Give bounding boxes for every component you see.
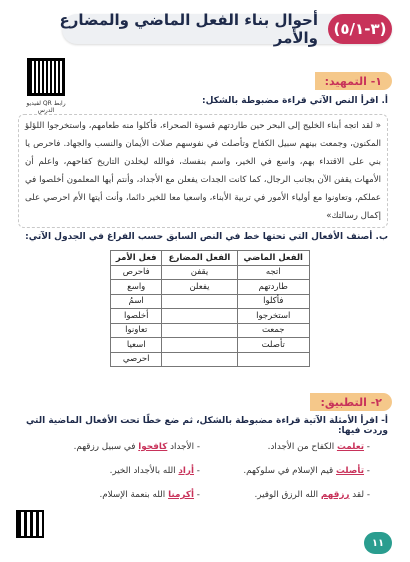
table-row [111, 338, 310, 353]
table-cell [162, 352, 237, 367]
lesson-title-bar [18, 11, 392, 47]
table-cell [162, 294, 237, 309]
table-row [111, 280, 310, 295]
table-cell: اسعيا [111, 338, 162, 353]
table-row [111, 352, 310, 367]
lesson-title: أحوال بناء الفعل الماضي والمضارع والأمر [59, 11, 318, 47]
table-cell: جمعت [237, 323, 310, 338]
table-header: فعل الأمر [111, 251, 162, 266]
practice-question-a: أ- اقرأ الأمثلة الآتية قراءة مضبوطة بالشكل، ثم ضع خطًا تحت الأفعال الماضية التي وردت فيها: [25, 416, 388, 436]
example-item: - تعلمت الكفاح من الأجداد. [267, 442, 370, 452]
table-row [111, 294, 310, 309]
example-item: - أراد الله بالأجداد الخير. [109, 466, 200, 476]
table-cell: طاردتهم [237, 280, 310, 295]
example-item: - تأصلت قيم الإسلام في سلوكهم. [243, 466, 370, 476]
table-cell [237, 352, 310, 367]
table-row [111, 265, 310, 280]
table-cell: احرصي [111, 352, 162, 367]
table-cell: فاحرص [111, 265, 162, 280]
table-cell [162, 338, 237, 353]
table-cell: استخرجوا [237, 309, 310, 324]
qr-label: رابط QR لفيديو الدرس [26, 100, 66, 114]
table-row [111, 309, 310, 324]
table-cell: يقفن [162, 265, 237, 280]
table-cell: اتجه [237, 265, 310, 280]
table-cell: تعاونوا [111, 323, 162, 338]
table-cell: أخلصوا [111, 309, 162, 324]
page-number: ١١ [364, 532, 392, 554]
practice-heading: ٢- التطبيق: [310, 393, 392, 411]
table-header: الفعل الماضي [237, 251, 310, 266]
intro-question-b: ب. أصنف الأفعال التي تحتها خط في النص السابق حسب الفراغ في الجدول الآتي: [25, 232, 388, 242]
table-cell [162, 323, 237, 338]
lesson-number: (٣-٥/١) [328, 14, 392, 44]
table-cell [162, 309, 237, 324]
example-item: - أكرمنا الله بنعمة الإسلام. [99, 490, 200, 500]
intro-question-a: أ. اقرأ النص الآتي قراءة مضبوطة بالشكل: [202, 96, 388, 106]
footer-qr-icon[interactable] [16, 510, 44, 538]
qr-code-icon[interactable] [27, 58, 65, 96]
reading-passage: « لقد اتجه أبناء الخليج إلى البحر حين طاردتهم قسوة الصحراء، فأكلوا منه طعامهم، واستخرجوا اللؤلؤ المكنون، وجمعت بينهم سبيل الكفاح وتأصلت في نفوسهم صلات الأيمان والنسب والجهاد. فاحرص يا بني على الاقتداء بهم، واسع في الخير، واسم بنفسك، فوالله ليخلدن التاريخ كفاحهم، واعلم أن الأمهات يقفن الآن بجانب الرجال، كما كانت الجدات يفعلن مع الأجداد، وأنتم أيها المعلمون أخلصوا في عملكم، وتعاونوا مع أولياء الأمور في تربية الأبناء، واسعيا معا للخير دائما، وأنت أيتها الأم احرصي على إكمال رسالتك» [18, 114, 388, 228]
example-item: - لقد رزقهم الله الرزق الوفير. [254, 490, 370, 500]
table-cell: واسع [111, 280, 162, 295]
table-header: الفعل المضارع [162, 251, 237, 266]
table-cell: تأصلت [237, 338, 310, 353]
verbs-table [110, 250, 310, 367]
example-item: - الأجداد كافحوا في سبيل رزقهم. [73, 442, 200, 452]
intro-heading: ١- التمهيد: [315, 72, 392, 90]
table-cell: يفعلن [162, 280, 237, 295]
table-cell: اسمُ [111, 294, 162, 309]
table-row [111, 323, 310, 338]
table-cell: فأكلوا [237, 294, 310, 309]
